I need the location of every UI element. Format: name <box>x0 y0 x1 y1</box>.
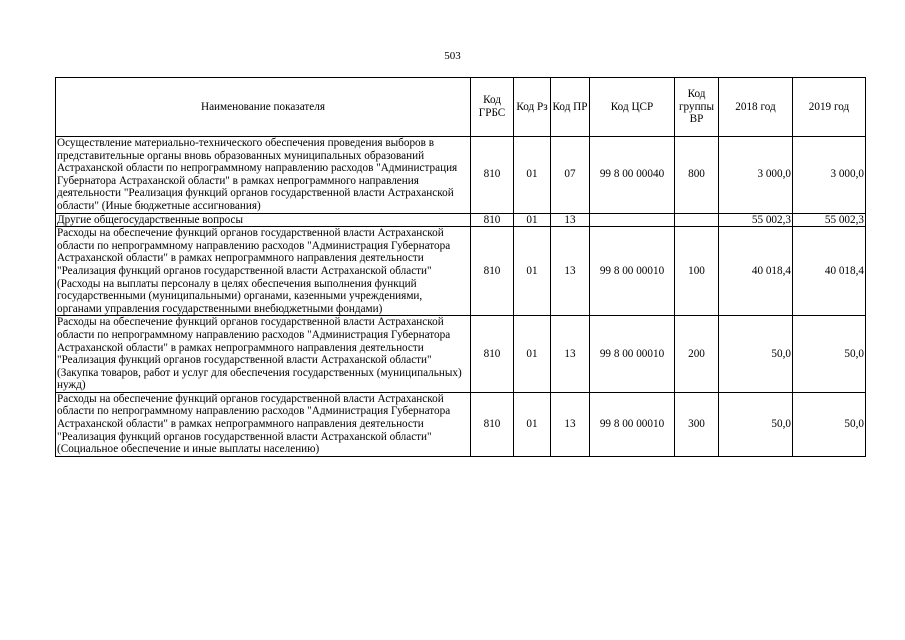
row-name: Расходы на обеспечение функций органов государственной власти Астраханской области по непрограммному направлению расходов "Администрация Губернатора Астраханской области" в рамках непрограммного направления деятельности "Реализация функций органов государственной власти Астраханской области" (Закупка товаров, работ и услуг для обеспечения государственных (муниципальных) нужд) <box>56 316 471 393</box>
row-2018: 3 000,0 <box>719 137 793 214</box>
header-vr: Код группы ВР <box>675 78 719 137</box>
row-2018: 50,0 <box>719 316 793 393</box>
row-pr: 13 <box>551 316 590 393</box>
row-csr: 99 8 00 00010 <box>590 316 675 393</box>
row-rz: 01 <box>514 227 551 316</box>
row-2018: 50,0 <box>719 392 793 456</box>
row-vr: 100 <box>675 227 719 316</box>
row-csr: 99 8 00 00040 <box>590 137 675 214</box>
row-vr <box>675 213 719 227</box>
row-csr: 99 8 00 00010 <box>590 392 675 456</box>
row-grbs: 810 <box>471 137 514 214</box>
header-csr: Код ЦСР <box>590 78 675 137</box>
row-pr: 13 <box>551 227 590 316</box>
table-row <box>56 392 866 456</box>
row-2019: 50,0 <box>793 392 866 456</box>
row-name: Расходы на обеспечение функций органов государственной власти Астраханской области по непрограммному направлению расходов "Администрация Губернатора Астраханской области" в рамках непрограммного направления деятельности "Реализация функций органов государственной власти Астраханской области" (Социальное обеспечение и иные выплаты населению) <box>56 392 471 456</box>
table-header-row <box>56 78 866 137</box>
row-2018: 40 018,4 <box>719 227 793 316</box>
table-row <box>56 213 866 227</box>
row-rz: 01 <box>514 316 551 393</box>
row-rz: 01 <box>514 392 551 456</box>
header-2018: 2018 год <box>719 78 793 137</box>
row-rz: 01 <box>514 213 551 227</box>
row-2019: 55 002,3 <box>793 213 866 227</box>
table-row <box>56 137 866 214</box>
row-vr: 200 <box>675 316 719 393</box>
row-rz: 01 <box>514 137 551 214</box>
row-2019: 50,0 <box>793 316 866 393</box>
row-grbs: 810 <box>471 213 514 227</box>
row-pr: 07 <box>551 137 590 214</box>
row-grbs: 810 <box>471 316 514 393</box>
row-2019: 3 000,0 <box>793 137 866 214</box>
header-pr: Код ПР <box>551 78 590 137</box>
row-pr: 13 <box>551 213 590 227</box>
header-2019: 2019 год <box>793 78 866 137</box>
row-2018: 55 002,3 <box>719 213 793 227</box>
row-csr: 99 8 00 00010 <box>590 227 675 316</box>
table-row <box>56 316 866 393</box>
row-name: Осуществление материально-технического обеспечения проведения выборов в представительные органы вновь образованных муниципальных образований Астраханской области по непрограммному направлению расходов "Администрация Губернатора Астраханской области" в рамках непрограммного направления деятельности "Реализация функций органов государственной власти Астраханской области" (Иные бюджетные ассигнования) <box>56 137 471 214</box>
row-name: Другие общегосударственные вопросы <box>56 213 471 227</box>
table-row <box>56 227 866 316</box>
row-vr: 300 <box>675 392 719 456</box>
page-number: 503 <box>444 50 461 62</box>
row-csr <box>590 213 675 227</box>
row-name: Расходы на обеспечение функций органов государственной власти Астраханской области по непрограммному направлению расходов "Администрация Губернатора Астраханской области" в рамках непрограммного направления деятельности "Реализация функций органов государственной власти Астраханской области" (Расходы на выплаты персоналу в целях обеспечения выполнения функций государственными (муниципальными) органами, казенными учреждениями, органами управления государственными внебюджетными фондами) <box>56 227 471 316</box>
header-name: Наименование показателя <box>56 78 471 137</box>
row-2019: 40 018,4 <box>793 227 866 316</box>
row-pr: 13 <box>551 392 590 456</box>
budget-table <box>55 77 866 457</box>
row-grbs: 810 <box>471 227 514 316</box>
header-rz: Код Рз <box>514 78 551 137</box>
header-grbs: Код ГРБС <box>471 78 514 137</box>
row-grbs: 810 <box>471 392 514 456</box>
row-vr: 800 <box>675 137 719 214</box>
